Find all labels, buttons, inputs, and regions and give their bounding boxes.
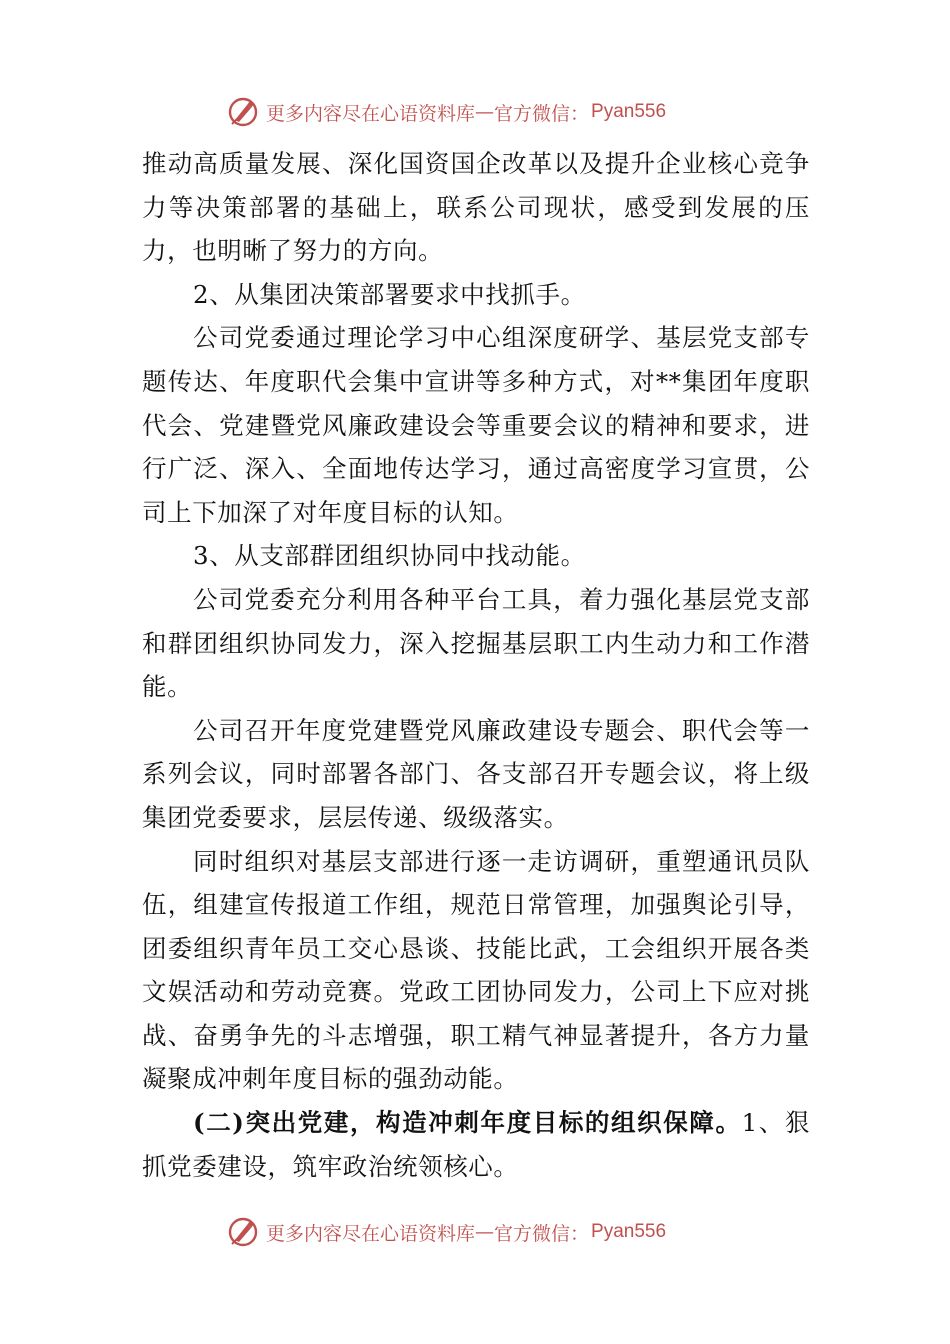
section-heading: (二)突出党建，构造冲刺年度目标的组织保障。: [193, 1108, 742, 1138]
footer-watermark: [226, 1212, 746, 1252]
paragraph: 公司党委充分利用各种平台工具，着力强化基层党支部和群团组织协同发力，深入挖掘基层职工内生动力和工作潜能。: [142, 584, 810, 702]
subheading: 3、从支部群团组织协同中找动能。: [193, 541, 586, 571]
watermark-brand: 更多内容尽在心语资料库: [266, 102, 476, 125]
pen-nib-logo-icon: [226, 95, 260, 129]
subheading: 2、从集团决策部署要求中找抓手。: [193, 279, 586, 309]
document-body: [142, 142, 810, 1188]
watermark-separator: —: [475, 1221, 495, 1243]
watermark-wechat-label: 官方微信：: [494, 1222, 590, 1245]
section-first-item: 1、狠抓党委建设，筑牢政治统领核心。: [142, 1108, 810, 1181]
paragraph: 同时组织对基层支部进行逐一走访调研，重塑通讯员队伍，组建宣传报道工作组，规范日常管理，加强舆论引导，团委组织青年员工交心恳谈、技能比武，工会组织开展各类文娱活动和劳动竞赛。党政工团协同发力，公司上下应对挑战、奋勇争先的斗志增强，职工精气神显著提升，各方力量凝聚成冲刺年度目标的强劲动能。: [142, 846, 810, 1094]
watermark-separator: —: [475, 101, 495, 123]
pen-nib-logo-icon: [226, 1215, 260, 1249]
watermark-wechat-label: 官方微信：: [494, 102, 590, 125]
paragraph: 公司召开年度党建暨党风廉政建设专题会、职代会等一系列会议，同时部署各部门、各支部召开专题会议，将上级集团党委要求，层层传递、级级落实。: [142, 715, 810, 832]
paragraph: 推动高质量发展、深化国资国企改革以及提升企业核心竞争力等决策部署的基础上，联系公司现状，感受到发展的压力，也明晰了努力的方向。: [142, 149, 810, 266]
watermark-brand: 更多内容尽在心语资料库: [266, 1222, 476, 1245]
header-watermark: [226, 92, 746, 132]
paragraph: 公司党委通过理论学习中心组深度研学、基层党支部专题传达、年度职代会集中宣讲等多种方式，对**集团年度职代会、党建暨党风廉政建设会等重要会议的精神和要求，进行广泛、深入、全面地传达学习，通过高密度学习宣贯，公司上下加深了对年度目标的认知。: [142, 323, 810, 527]
section-paragraph: [142, 1101, 810, 1188]
watermark-wechat-id: Pyan556: [591, 101, 667, 122]
watermark-wechat-id: Pyan556: [591, 1221, 667, 1242]
